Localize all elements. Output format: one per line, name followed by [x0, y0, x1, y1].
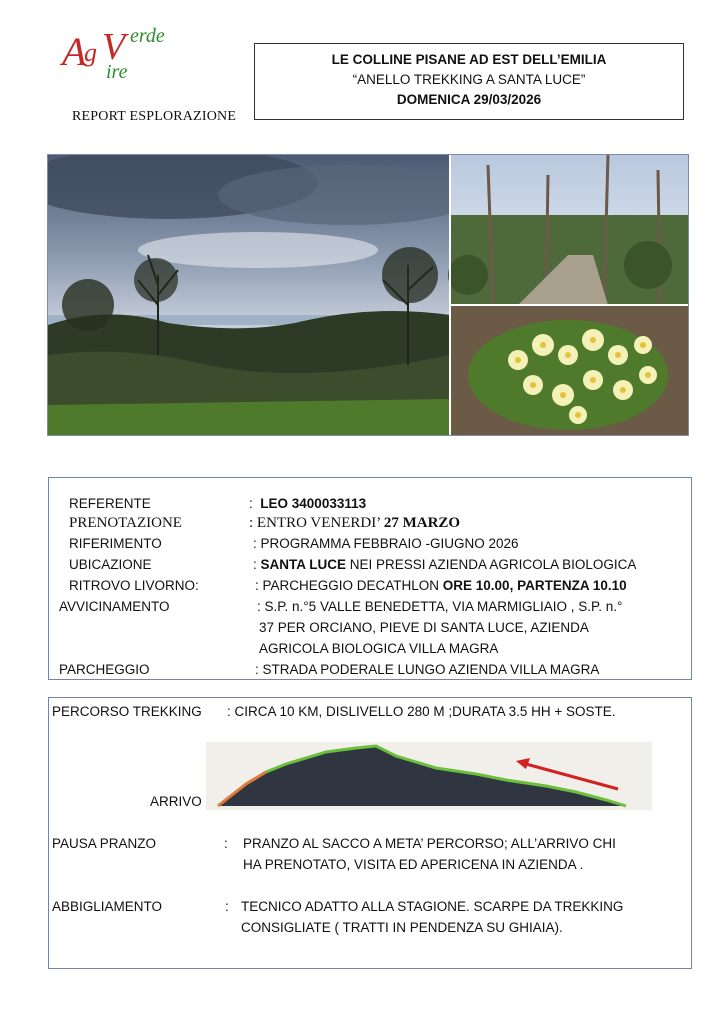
- value-pausa-line2: HA PRENOTATO, VISITA ED APERICENA IN AZIENDA .: [243, 857, 584, 872]
- value-referente: [249, 496, 366, 511]
- label-riferimento: RIFERIMENTO: [69, 536, 162, 551]
- value-parcheggio: : STRADA PODERALE LUNGO AZIENDA VILLA MAGRA: [255, 662, 600, 677]
- value-avvicinamento-line3: AGRICOLA BIOLOGICA VILLA MAGRA: [259, 641, 499, 656]
- label-pausa-pranzo: PAUSA PRANZO: [52, 836, 157, 851]
- report-label: REPORT ESPLORAZIONE: [72, 109, 237, 124]
- elevation-profile: [206, 742, 652, 810]
- landscape-photos: [48, 155, 689, 436]
- title-line-1: LE COLLINE PISANE AD EST DELL’EMILIA: [331, 52, 607, 67]
- ritrovo-time: ORE 10.00, PARTENZA 10.10: [442, 578, 627, 593]
- value-pausa-line1: PRANZO AL SACCO A META’ PERCORSO; ALL’ARRIVO CHI: [243, 836, 616, 851]
- label-referente: REFERENTE: [69, 496, 151, 511]
- trekking-box: [48, 697, 692, 969]
- value-riferimento: : PROGRAMMA FEBBRAIO -GIUGNO 2026: [253, 536, 519, 551]
- logo-letter-g: g: [84, 38, 97, 67]
- label-abbigliamento: ABBIGLIAMENTO: [52, 899, 163, 914]
- prenotazione-prefix: : ENTRO VENERDI’: [249, 515, 384, 531]
- ubicazione-rest: NEI PRESSI AZIENDA AGRICOLA BIOLOGICA: [346, 557, 637, 572]
- label-ubicazione: UBICAZIONE: [69, 557, 152, 572]
- ritrovo-prefix: : PARCHEGGIO DECATHLON: [255, 578, 443, 593]
- title-line-2: “ANELLO TREKKING A SANTA LUCE”: [352, 72, 586, 87]
- colon: :: [253, 557, 261, 572]
- logo-erde: erde: [130, 25, 165, 47]
- logo-letter-a: A: [62, 29, 87, 74]
- colon: :: [225, 899, 229, 914]
- value-ritrovo: [255, 578, 627, 593]
- photo-collage: [47, 154, 689, 436]
- label-prenotazione: PRENOTAZIONE: [69, 515, 182, 531]
- colon: :: [249, 496, 253, 511]
- value-avvicinamento-line2: 37 PER ORCIANO, PIEVE DI SANTA LUCE, AZIENDA: [259, 620, 589, 635]
- title-date: DOMENICA 29/03/2026: [396, 92, 542, 107]
- logo-letter-v: V: [102, 26, 126, 68]
- value-prenotazione: [249, 515, 460, 532]
- agv-logo: [62, 24, 192, 86]
- prenotazione-date: 27 MARZO: [383, 515, 461, 531]
- label-ritrovo: RITROVO LIVORNO:: [69, 578, 199, 593]
- value-percorso: : CIRCA 10 KM, DISLIVELLO 280 M ;DURATA 3.5 HH + SOSTE.: [227, 704, 616, 719]
- value-ubicazione: [253, 557, 636, 572]
- ubicazione-place: SANTA LUCE: [260, 557, 347, 572]
- colon: :: [224, 836, 228, 851]
- info-box: [48, 477, 692, 680]
- label-arrivo: ARRIVO: [150, 794, 202, 809]
- label-parcheggio: PARCHEGGIO: [59, 662, 150, 677]
- title-box: [254, 43, 684, 120]
- value-abbigliamento-line1: TECNICO ADATTO ALLA STAGIONE. SCARPE DA TREKKING: [241, 899, 624, 914]
- value-avvicinamento-line1: : S.P. n.°5 VALLE BENEDETTA, VIA MARMIGLIAIO , S.P. n.°: [257, 599, 623, 614]
- logo-ire: ire: [106, 61, 128, 83]
- label-avvicinamento: AVVICINAMENTO: [59, 599, 170, 614]
- referente-contact: LEO 3400033113: [260, 496, 367, 511]
- label-percorso: PERCORSO TREKKING: [52, 704, 202, 719]
- value-abbigliamento-line2: CONSIGLIATE ( TRATTI IN PENDENZA SU GHIAIA).: [241, 920, 563, 935]
